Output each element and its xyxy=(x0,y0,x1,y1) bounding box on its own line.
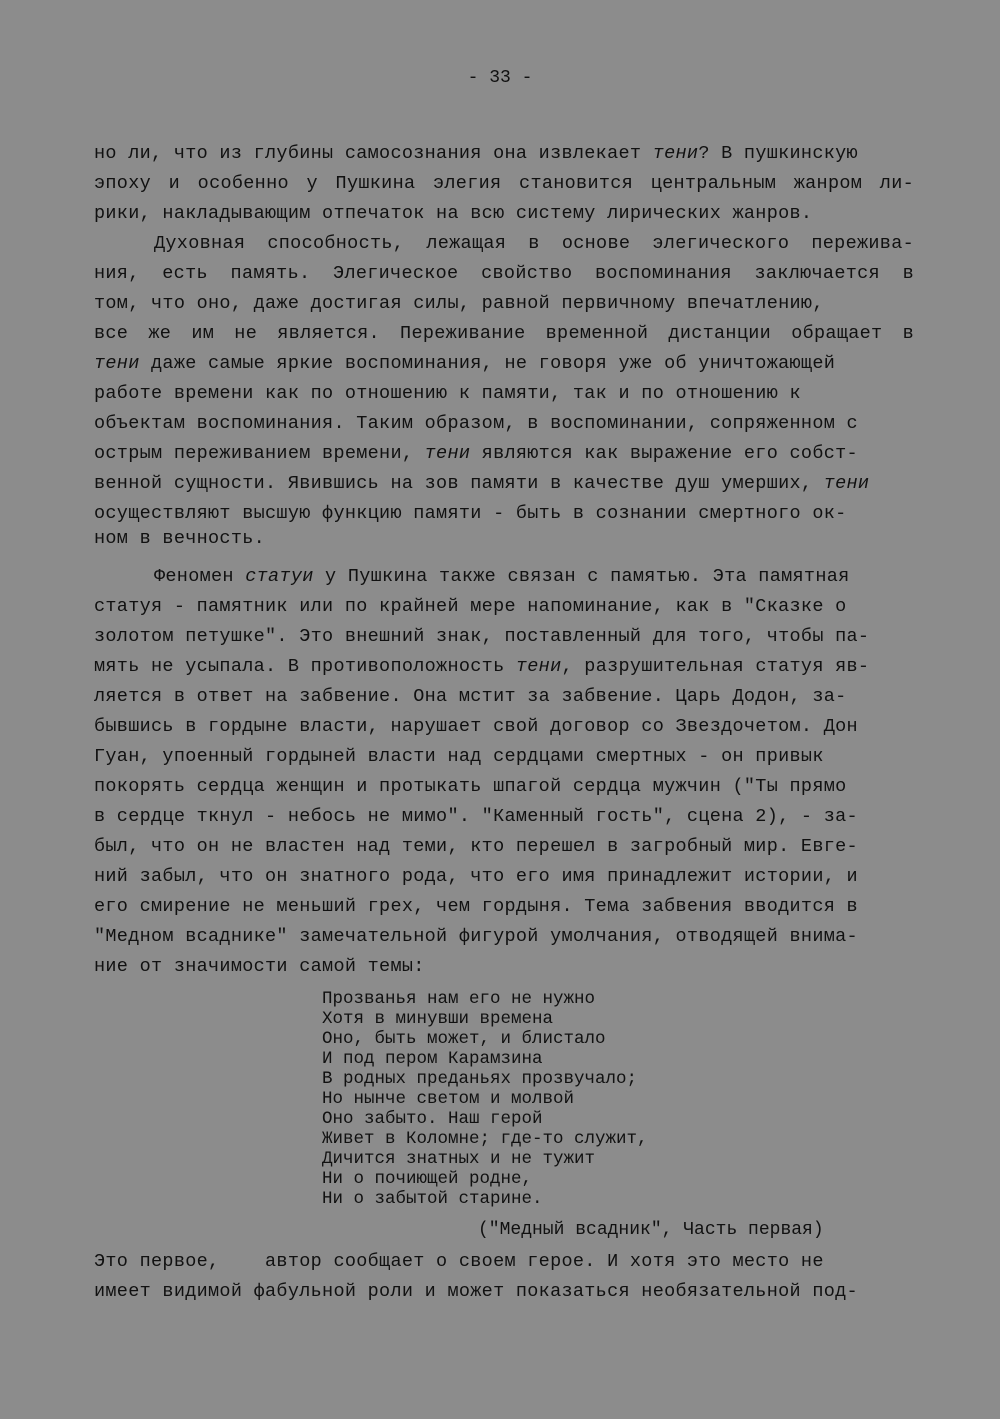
text-line: объектам воспоминания. Таким образом, в воспоминании, сопряженном с xyxy=(94,413,858,434)
verse-line: Оно забыто. Наш герой xyxy=(322,1109,543,1129)
text-line: ние от значимости самой темы: xyxy=(94,956,425,977)
text-line: тени даже самые яркие воспоминания, не говоря уже об уничтожающей xyxy=(94,353,836,374)
text-line: том, что оно, даже достигая силы, равной первичному впечатлению, xyxy=(94,293,824,314)
text-line: ном в вечность. xyxy=(94,528,266,549)
verse-line: Живет в Коломне; где-то служит, xyxy=(322,1129,648,1149)
text-line: ния, есть память. Элегическое свойство воспоминания заключается в xyxy=(94,263,914,284)
text-line: мять не усыпала. В противоположность тени, разрушительная статуя яв- xyxy=(94,656,870,677)
text-line: ляется в ответ на забвение. Она мстит за забвение. Царь Додон, за- xyxy=(94,686,847,707)
verse-line: Оно, быть может, и блистало xyxy=(322,1029,606,1049)
text-line: его смирение не меньший грех, чем гордыня. Тема забвения вводится в xyxy=(94,896,858,917)
text-line: покорять сердца женщин и протыкать шпагой сердца мужчин ("Ты прямо xyxy=(94,776,847,797)
text-line: был, что он не властен над теми, кто перешел в загробный мир. Евге- xyxy=(94,836,858,857)
verse-line: Дичится знатных и не тужит xyxy=(322,1149,596,1169)
text-line: Гуан, упоенный гордыней власти над сердцами смертных - он привык xyxy=(94,746,824,767)
verse-line: Но нынче светом и молвой xyxy=(322,1089,575,1109)
verse-line: Прозванья нам его не нужно xyxy=(322,989,596,1009)
text-line: Феномен статуи у Пушкина также связан с памятью. Эта памятная xyxy=(154,566,850,587)
text-line: эпоху и особенно у Пушкина элегия становится центральным жанром ли- xyxy=(94,173,914,194)
page-number: - 33 - xyxy=(467,68,533,88)
text-line: имеет видимой фабульной роли и может показаться необязательной под- xyxy=(94,1281,858,1302)
text-line: венной сущности. Явившись на зов памяти в качестве душ умерших, тени xyxy=(94,473,870,494)
text-line: все же им не является. Переживание временной дистанции обращает в xyxy=(94,323,914,344)
text-line: бывшись в гордыне власти, нарушает свой договор со Звездочетом. Дон xyxy=(94,716,858,737)
text-line: в сердце ткнул - небось не мимо". "Каменный гость", сцена 2), - за- xyxy=(94,806,858,827)
verse-line: В родных преданьях прозвучало; xyxy=(322,1069,638,1089)
text-line: статуя - памятник или по крайней мере напоминание, как в "Сказке о xyxy=(94,596,847,617)
text-line: но ли, что из глубины самосознания она извлекает тени? В пушкинскую xyxy=(94,143,858,164)
verse-source: ("Медный всадник", Часть первая) xyxy=(478,1220,824,1240)
text-line: рики, накладывающим отпечаток на всю систему лирических жанров. xyxy=(94,203,813,224)
text-line: золотом петушке". Это внешний знак, поставленный для того, чтобы па- xyxy=(94,626,870,647)
text-line: работе времени как по отношению к памяти, так и по отношению к xyxy=(94,383,801,404)
verse-line: И под пером Карамзина xyxy=(322,1049,543,1069)
text-line: острым переживанием времени, тени являются как выражение его собст- xyxy=(94,443,858,464)
verse-line: Ни о забытой старине. xyxy=(322,1189,543,1209)
text-line: осуществляют высшую функцию памяти - быть в сознании смертного ок- xyxy=(94,503,847,524)
text-line: "Медном всаднике" замечательной фигурой умолчания, отводящей внима- xyxy=(94,926,858,947)
verse-line: Ни о почиющей родне, xyxy=(322,1169,533,1189)
text-line: Это первое, автор сообщает о своем герое. И хотя это место не xyxy=(94,1251,824,1272)
text-line: ний забыл, что он знатного рода, что его имя принадлежит истории, и xyxy=(94,866,858,887)
text-line: Духовная способность, лежащая в основе элегического пережива- xyxy=(154,233,914,254)
verse-line: Хотя в минувши времена xyxy=(322,1009,554,1029)
